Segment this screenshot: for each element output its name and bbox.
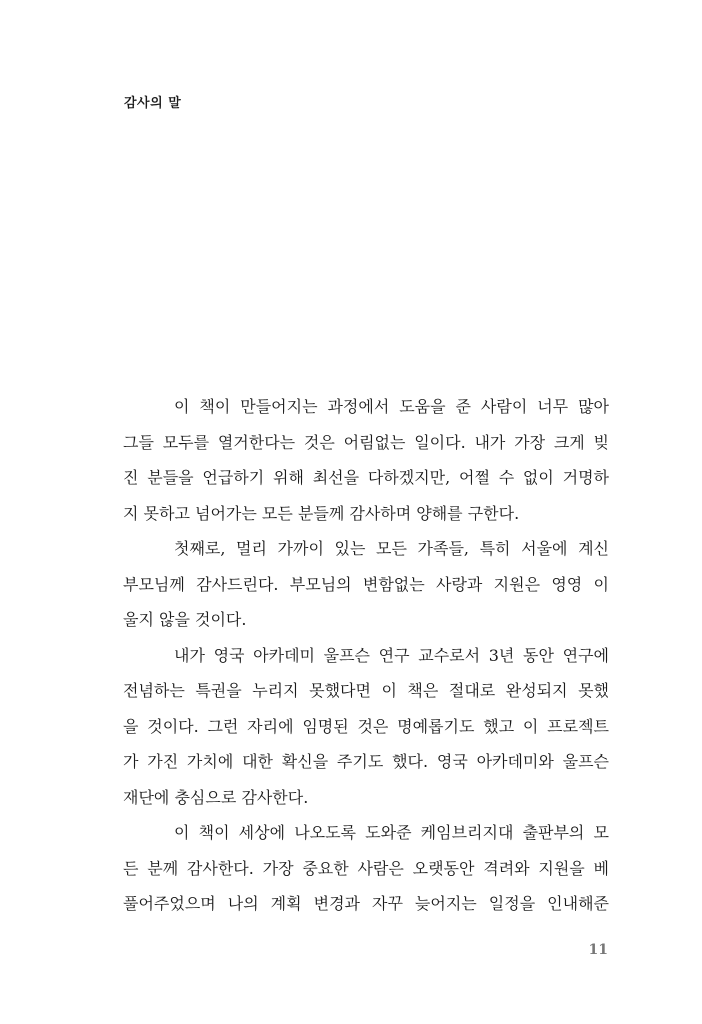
text-line: 내가 영국 아카데미 울프슨 연구 교수로서 3년 동안 연구에 (174, 645, 609, 665)
text-line: 전념하는 특권을 누리지 못했다면 이 책은 절대로 완성되지 못했 (123, 681, 609, 700)
text-line: 가 가진 가치에 대한 확신을 주기도 했다. 영국 아카데미와 울프슨 (123, 752, 609, 771)
text-line: 재단에 충심으로 감사한다. (123, 787, 309, 807)
text-line: 진 분들을 언급하기 위해 최선을 다하겠지만, 어쩔 수 없이 거명하 (123, 468, 609, 487)
text-line: 을 것이다. 그런 자리에 임명된 것은 명예롭기도 했고 이 프로젝트 (123, 716, 609, 736)
text-line: 이 책이 만들어지는 과정에서 도움을 준 사람이 너무 많아 (174, 397, 609, 416)
text-line: 부모님께 감사드린다. 부모님의 변함없는 사랑과 지원은 영영 이 (123, 574, 609, 594)
page-number: 11 (588, 942, 608, 958)
text-line: 그들 모두를 열거한다는 것은 어림없는 일이다. 내가 가장 크게 빚 (123, 432, 609, 452)
text-line: 지 못하고 넘어가는 모든 분들께 감사하며 양해를 구한다. (123, 503, 520, 523)
body-text (123, 389, 609, 922)
text-line: 울지 않을 것이다. (123, 610, 247, 629)
text-line: 풀어주었으며 나의 계획 변경과 자꾸 늦어지는 일정을 인내해준 (123, 894, 609, 913)
text-line: 든 분께 감사한다. 가장 중요한 사람은 오랫동안 격려와 지원을 베 (123, 858, 609, 878)
section-title: 감사의 말 (124, 96, 182, 111)
text-line: 이 책이 세상에 나오도록 도와준 케임브리지대 출판부의 모 (174, 823, 609, 842)
text-line: 첫째로, 멀리 가까이 있는 모든 가족들, 특히 서울에 계신 (174, 539, 609, 558)
